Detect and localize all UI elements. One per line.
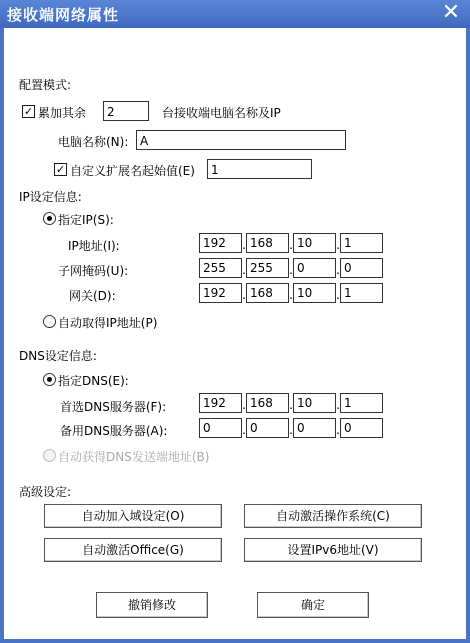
title-bar[interactable] [0, 0, 470, 28]
octet-dot: . [242, 238, 246, 252]
gateway-octet-4[interactable]: 1 [340, 283, 383, 303]
dialog-body [4, 28, 466, 639]
gateway-octet-2[interactable]: 168 [246, 283, 289, 303]
custom-ext-label: 自定义扩展名起始值(E) [70, 164, 195, 178]
dns-section-label: DNS设定信息: [19, 349, 97, 363]
alternate-dns-octet-4[interactable]: 0 [340, 418, 383, 438]
octet-dot: . [242, 398, 246, 412]
subnet-mask-octet-4[interactable]: 0 [340, 258, 383, 278]
ip-address-octet-3[interactable]: 10 [293, 233, 336, 253]
preferred-dns-octet-3[interactable]: 10 [293, 393, 336, 413]
window-title: 接收端网络属性 [7, 6, 120, 24]
octet-dot: . [289, 423, 293, 437]
add-others-label: 累加其余 [38, 106, 87, 120]
gateway-octet-3[interactable]: 10 [293, 283, 336, 303]
ip-address-label: IP地址(I): [68, 239, 120, 253]
octet-dot: . [242, 263, 246, 277]
alternate-dns-octet-1[interactable]: 0 [199, 418, 242, 438]
specify-ip-radio[interactable] [43, 212, 56, 225]
subnet-mask-octet-1[interactable]: 255 [199, 258, 242, 278]
ok-button[interactable]: 确定 [257, 592, 369, 618]
subnet-mask-octet-3[interactable]: 0 [293, 258, 336, 278]
set-ipv6-button[interactable]: 设置IPv6地址(V) [244, 538, 422, 562]
octet-dot: . [289, 238, 293, 252]
octet-dot: . [289, 398, 293, 412]
octet-dot: . [336, 238, 340, 252]
ip-address-field[interactable] [199, 233, 380, 253]
subnet-mask-field[interactable] [199, 258, 380, 278]
cancel-button[interactable]: 撤销修改 [96, 592, 208, 618]
octet-dot: . [242, 288, 246, 302]
preferred-dns-octet-2[interactable]: 168 [246, 393, 289, 413]
preferred-dns-label: 首选DNS服务器(F): [60, 400, 167, 414]
count-input[interactable]: 2 [103, 101, 149, 121]
computer-name-input[interactable]: A [136, 130, 346, 150]
auto-ip-label: 自动取得IP地址(P) [58, 316, 158, 330]
preferred-dns-field[interactable] [199, 393, 380, 413]
custom-ext-checkbox[interactable]: ✓ [55, 163, 66, 176]
octet-dot: . [336, 288, 340, 302]
alternate-dns-field[interactable] [199, 418, 380, 438]
octet-dot: . [336, 398, 340, 412]
advanced-section-label: 高级设定: [19, 485, 72, 499]
preferred-dns-octet-1[interactable]: 192 [199, 393, 242, 413]
octet-dot: . [289, 263, 293, 277]
activate-os-button[interactable]: 自动激活操作系统(C) [244, 504, 422, 528]
computer-name-label: 电脑名称(N): [58, 135, 129, 149]
add-others-checkbox[interactable]: ✓ [23, 105, 34, 118]
ip-address-octet-2[interactable]: 168 [246, 233, 289, 253]
config-section-label: 配置模式: [19, 78, 72, 92]
subnet-mask-octet-2[interactable]: 255 [246, 258, 289, 278]
auto-dns-radio [43, 449, 56, 462]
octet-dot: . [336, 423, 340, 437]
octet-dot: . [336, 263, 340, 277]
specify-dns-radio[interactable] [43, 373, 56, 386]
close-icon[interactable]: ✕ [441, 0, 461, 25]
ip-address-octet-1[interactable]: 192 [199, 233, 242, 253]
ip-address-octet-4[interactable]: 1 [340, 233, 383, 253]
gateway-field[interactable] [199, 283, 380, 303]
alternate-dns-octet-3[interactable]: 0 [293, 418, 336, 438]
specify-dns-label: 指定DNS(E): [58, 374, 129, 388]
activate-office-button[interactable]: 自动激活Office(G) [44, 538, 222, 562]
count-suffix-label: 台接收端电脑名称及IP [162, 106, 281, 120]
specify-ip-label: 指定IP(S): [58, 213, 114, 227]
gateway-octet-1[interactable]: 192 [199, 283, 242, 303]
auto-ip-radio[interactable] [43, 315, 56, 328]
join-domain-button[interactable]: 自动加入域设定(O) [44, 504, 222, 528]
ip-section-label: IP设定信息: [19, 190, 82, 204]
preferred-dns-octet-4[interactable]: 1 [340, 393, 383, 413]
subnet-mask-label: 子网掩码(U): [58, 264, 129, 278]
custom-ext-input[interactable]: 1 [207, 159, 312, 179]
alternate-dns-octet-2[interactable]: 0 [246, 418, 289, 438]
auto-dns-label: 自动获得DNS发送端地址(B) [58, 450, 210, 464]
octet-dot: . [289, 288, 293, 302]
gateway-label: 网关(D): [69, 289, 116, 303]
alternate-dns-label: 备用DNS服务器(A): [60, 424, 168, 438]
octet-dot: . [242, 423, 246, 437]
